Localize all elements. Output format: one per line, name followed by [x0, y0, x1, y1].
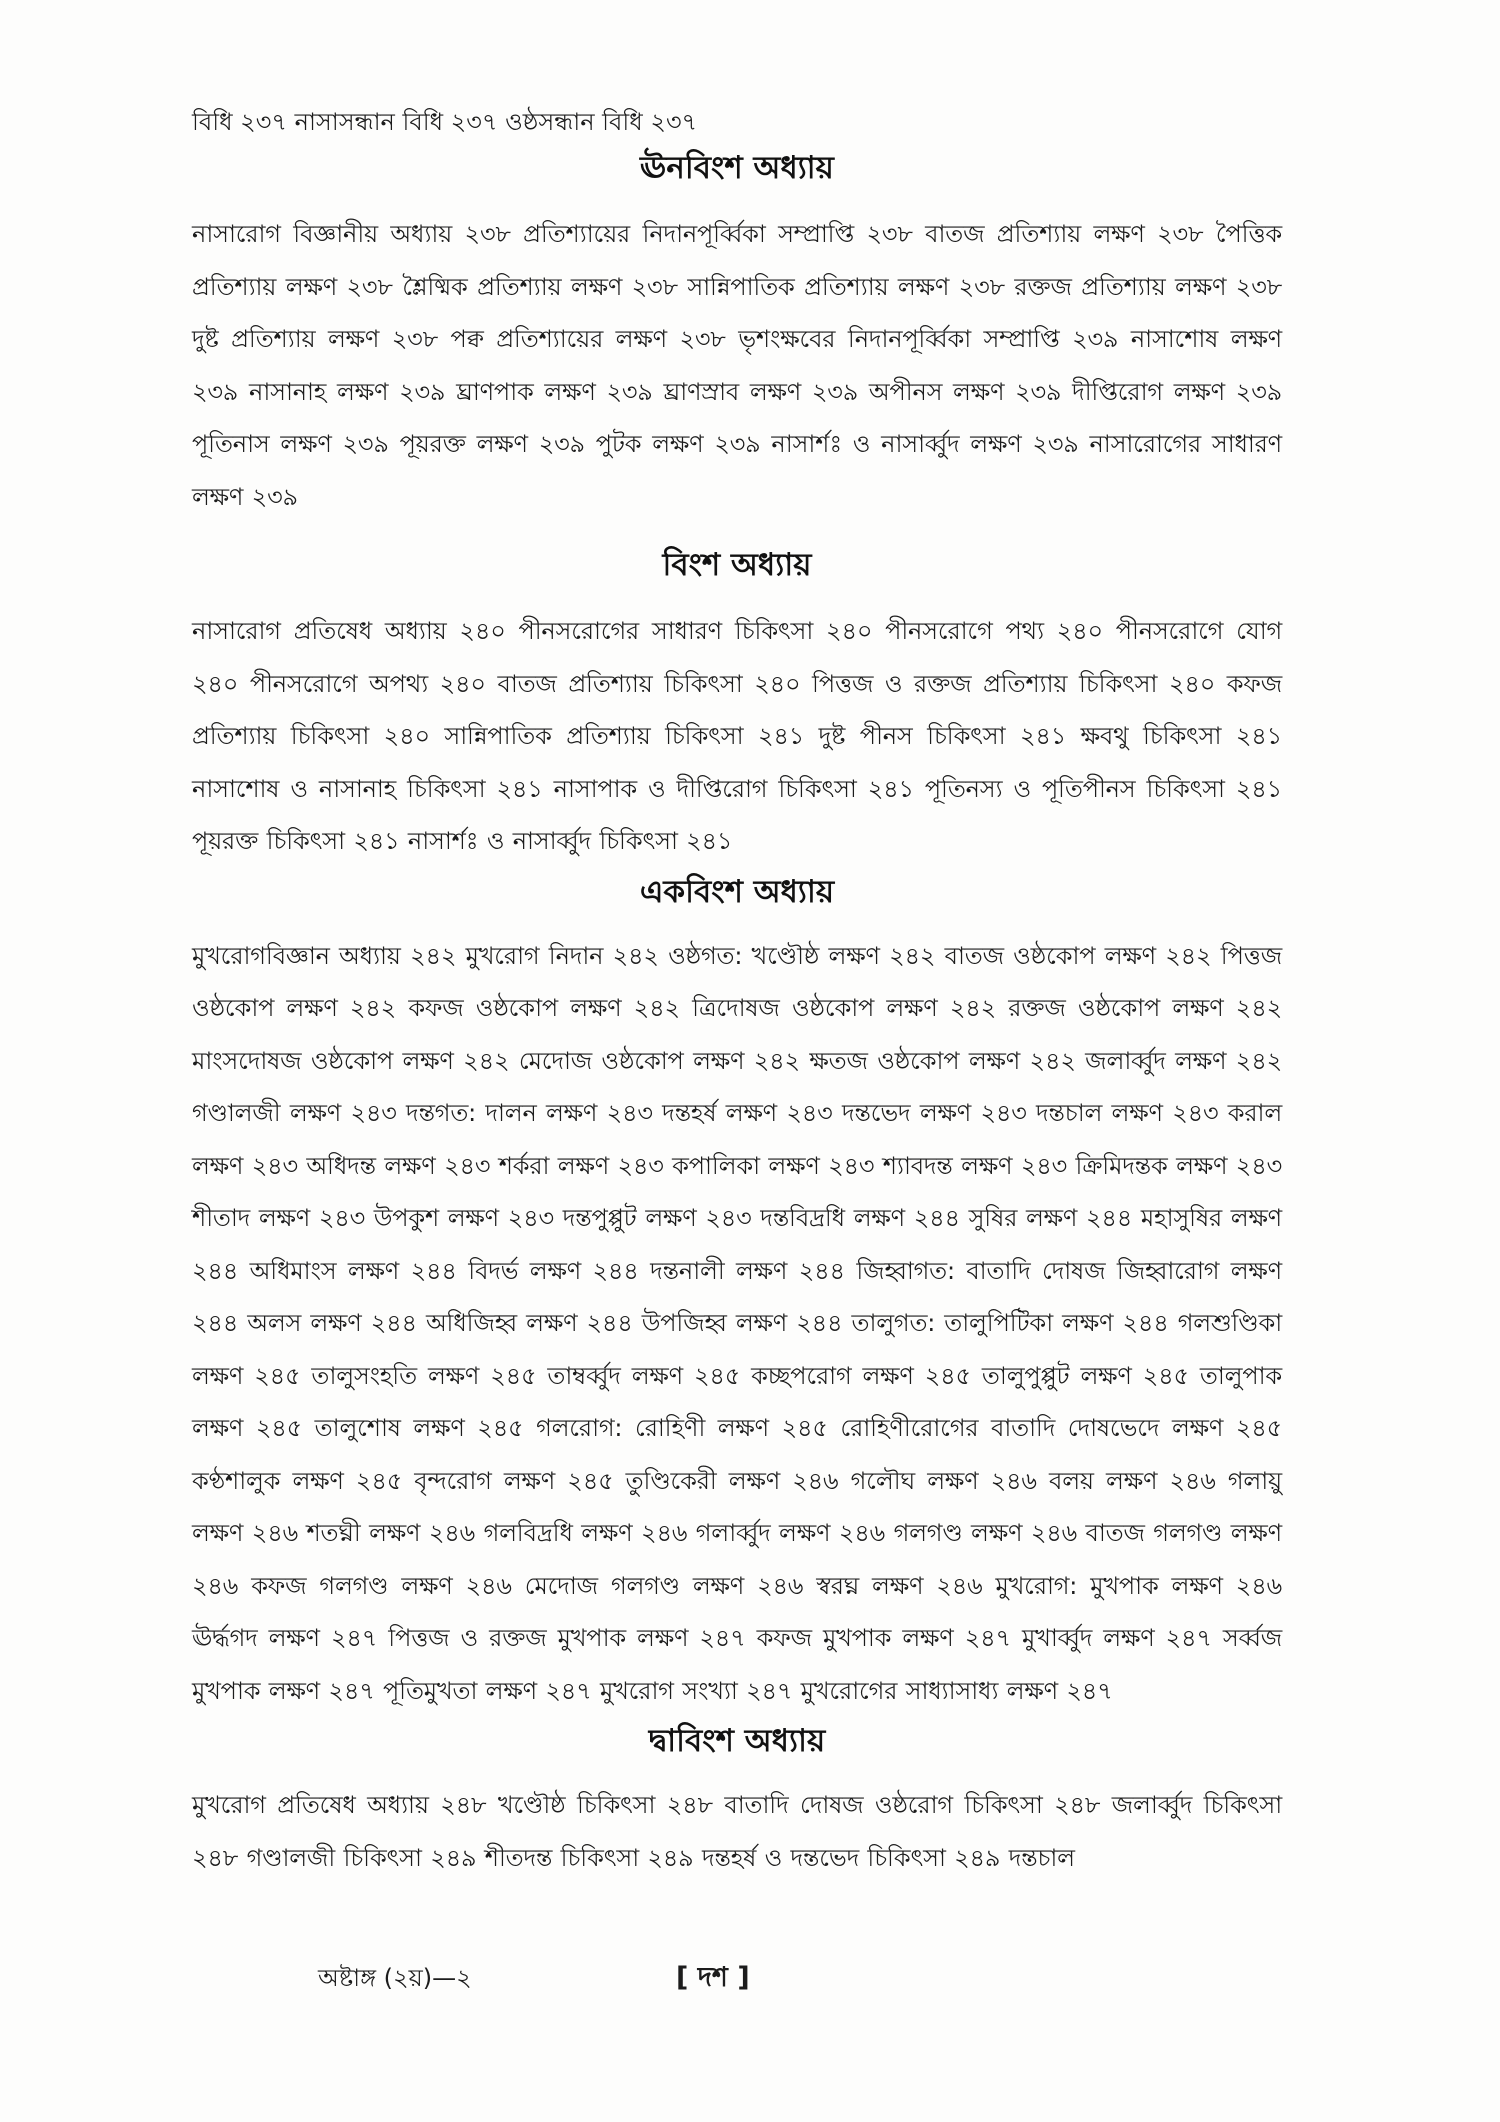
page-number-text: দশ	[697, 1962, 728, 1993]
page-number	[676, 1958, 750, 1998]
chapter-index-19: নাসারোগ বিজ্ঞানীয় অধ্যায় ২৩৮ প্রতিশ্যায়ের নিদানপূর্ব্বিকা সম্প্রাপ্তি ২৩৮ বাতজ প্রতিশ্যায় লক্ষণ ২৩৮ পৈত্তিক প্রতিশ্যায় লক্ষণ ২৩৮ শ্লৈষ্মিক প্রতিশ্যায় লক্ষণ ২৩৮ সান্নিপাতিক প্রতিশ্যায় লক্ষণ ২৩৮ রক্তজ প্রতিশ্যায় লক্ষণ ২৩৮ দুষ্ট প্রতিশ্যায় লক্ষণ ২৩৮ পক্ব প্রতিশ্যায়ের লক্ষণ ২৩৮ ভৃশংক্ষবের নিদানপূর্ব্বিকা সম্প্রাপ্তি ২৩৯ নাসাশোষ লক্ষণ ২৩৯ নাসানাহ লক্ষণ ২৩৯ ঘ্রাণপাক লক্ষণ ২৩৯ ঘ্রাণস্রাব লক্ষণ ২৩৯ অপীনস লক্ষণ ২৩৯ দীপ্তিরোগ লক্ষণ ২৩৯ পূতিনাস লক্ষণ ২৩৯ পূয়রক্ত লক্ষণ ২৩৯ পুটক লক্ষণ ২৩৯ নাসার্শঃ ও নাসার্ব্বুদ লক্ষণ ২৩৯ নাসারোগের সাধারণ লক্ষণ ২৩৯	[192, 220, 1282, 511]
chapter-heading-21: একবিংশ অধ্যায়	[639, 873, 835, 910]
page-footer	[0, 1958, 1500, 1998]
chapter-index-21: মুখরোগবিজ্ঞান অধ্যায় ২৪২ মুখরোগ নিদান ২৪২ ওষ্ঠগত: খণ্ডৌষ্ঠ লক্ষণ ২৪২ বাতজ ওষ্ঠকোপ লক্ষণ ২৪২ পিত্তজ ওষ্ঠকোপ লক্ষণ ২৪২ কফজ ওষ্ঠকোপ লক্ষণ ২৪২ ত্রিদোষজ ওষ্ঠকোপ লক্ষণ ২৪২ রক্তজ ওষ্ঠকোপ লক্ষণ ২৪২ মাংসদোষজ ওষ্ঠকোপ লক্ষণ ২৪২ মেদোজ ওষ্ঠকোপ লক্ষণ ২৪২ ক্ষতজ ওষ্ঠকোপ লক্ষণ ২৪২ জলার্ব্বুদ লক্ষণ ২৪২ গণ্ডালজী লক্ষণ ২৪৩ দন্তগত: দালন লক্ষণ ২৪৩ দন্তহর্ষ লক্ষণ ২৪৩ দন্তভেদ লক্ষণ ২৪৩ দন্তচাল লক্ষণ ২৪৩ করাল লক্ষণ ২৪৩ অধিদন্ত লক্ষণ ২৪৩ শর্করা লক্ষণ ২৪৩ কপালিকা লক্ষণ ২৪৩ শ্যাবদন্ত লক্ষণ ২৪৩ ক্রিমিদন্তক লক্ষণ ২৪৩ শীতাদ লক্ষণ ২৪৩ উপকুশ লক্ষণ ২৪৩ দন্তপুপ্পুট লক্ষণ ২৪৩ দন্তবিদ্রধি লক্ষণ ২৪৪ সুষির লক্ষণ ২৪৪ মহাসুষির লক্ষণ ২৪৪ অধিমাংস লক্ষণ ২৪৪ বিদর্ভ লক্ষণ ২৪৪ দন্তনালী লক্ষণ ২৪৪ জিহ্বাগত: বাতাদি দোষজ জিহ্বারোগ লক্ষণ ২৪৪ অলস লক্ষণ ২৪৪ অধিজিহ্ব লক্ষণ ২৪৪ উপজিহ্ব লক্ষণ ২৪৪ তালুগত: তালুপিটিকা লক্ষণ ২৪৪ গলশুণ্ডিকা লক্ষণ ২৪৫ তালুসংহতি লক্ষণ ২৪৫ তাম্বর্ব্বুদ লক্ষণ ২৪৫ কচ্ছপরোগ লক্ষণ ২৪৫ তালুপুপ্পুট লক্ষণ ২৪৫ তালুপাক লক্ষণ ২৪৫ তালুশোষ লক্ষণ ২৪৫ গলরোগ: রোহিণী লক্ষণ ২৪৫ রোহিণীরোগের বাতাদি দোষভেদে লক্ষণ ২৪৫ কণ্ঠশালুক লক্ষণ ২৪৫ বৃন্দরোগ লক্ষণ ২৪৫ তুণ্ডিকেরী লক্ষণ ২৪৬ গলৌঘ লক্ষণ ২৪৬ বলয় লক্ষণ ২৪৬ গলায়ু লক্ষণ ২৪৬ শতঘ্নী লক্ষণ ২৪৬ গলবিদ্রধি লক্ষণ ২৪৬ গলার্ব্বুদ লক্ষণ ২৪৬ গলগণ্ড লক্ষণ ২৪৬ বাতজ গলগণ্ড লক্ষণ ২৪৬ কফজ গলগণ্ড লক্ষণ ২৪৬ মেদোজ গলগণ্ড লক্ষণ ২৪৬ স্বরঘ্ন লক্ষণ ২৪৬ মুখরোগ: মুখপাক লক্ষণ ২৪৬ ঊর্দ্ধগদ লক্ষণ ২৪৭ পিত্তজ ও রক্তজ মুখপাক লক্ষণ ২৪৭ কফজ মুখপাক লক্ষণ ২৪৭ মুখার্ব্বুদ লক্ষণ ২৪৭ সর্ব্বজ মুখপাক লক্ষণ ২৪৭ পূতিমুখতা লক্ষণ ২৪৭ মুখরোগ সংখ্যা ২৪৭ মুখরোগের সাধ্যাসাধ্য লক্ষণ ২৪৭	[192, 941, 1282, 1705]
signature-mark: অষ্টাঙ্গ (২য়)—২	[318, 1964, 472, 1992]
chapter-heading-22: দ্বাবিংশ অধ্যায়	[648, 1723, 826, 1759]
chapter-index-22: মুখরোগ প্রতিষেধ অধ্যায় ২৪৮ খণ্ডৌষ্ঠ চিকিৎসা ২৪৮ বাতাদি দোষজ ওষ্ঠরোগ চিকিৎসা ২৪৮ জলার্ব্বুদ চিকিৎসা ২৪৮ গণ্ডালজী চিকিৎসা ২৪৯ শীতদন্ত চিকিৎসা ২৪৯ দন্তহর্ষ ও দন্তভেদ চিকিৎসা ২৪৯ দন্তচাল	[192, 1791, 1282, 1872]
chapter-heading-20: বিংশ অধ্যায়	[662, 547, 812, 583]
chapter-index-20: নাসারোগ প্রতিষেধ অধ্যায় ২৪০ পীনসরোগের সাধারণ চিকিৎসা ২৪০ পীনসরোগে পথ্য ২৪০ পীনসরোগে যোগ ২৪০ পীনসরোগে অপথ্য ২৪০ বাতজ প্রতিশ্যায় চিকিৎসা ২৪০ পিত্তজ ও রক্তজ প্রতিশ্যায় চিকিৎসা ২৪০ কফজ প্রতিশ্যায় চিকিৎসা ২৪০ সান্নিপাতিক প্রতিশ্যায় চিকিৎসা ২৪১ দুষ্ট পীনস চিকিৎসা ২৪১ ক্ষবথু চিকিৎসা ২৪১ নাসাশোষ ও নাসানাহ চিকিৎসা ২৪১ নাসাপাক ও দীপ্তিরোগ চিকিৎসা ২৪১ পূতিনস্য ও পূতিপীনস চিকিৎসা ২৪১ পূয়রক্ত চিকিৎসা ২৪১ নাসার্শঃ ও নাসার্ব্বুদ চিকিৎসা ২৪১	[192, 617, 1282, 855]
bracket-open: [	[676, 1962, 698, 1993]
chapter-heading-19: ঊনবিংশ অধ্যায়	[640, 150, 834, 186]
bracket-close: ]	[727, 1962, 750, 1993]
continued-index-line: বিধি ২৩৭ নাসাসন্ধান বিধি ২৩৭ ওষ্ঠসন্ধান বিধি ২৩৭	[192, 108, 698, 136]
index-content	[192, 96, 1282, 1884]
